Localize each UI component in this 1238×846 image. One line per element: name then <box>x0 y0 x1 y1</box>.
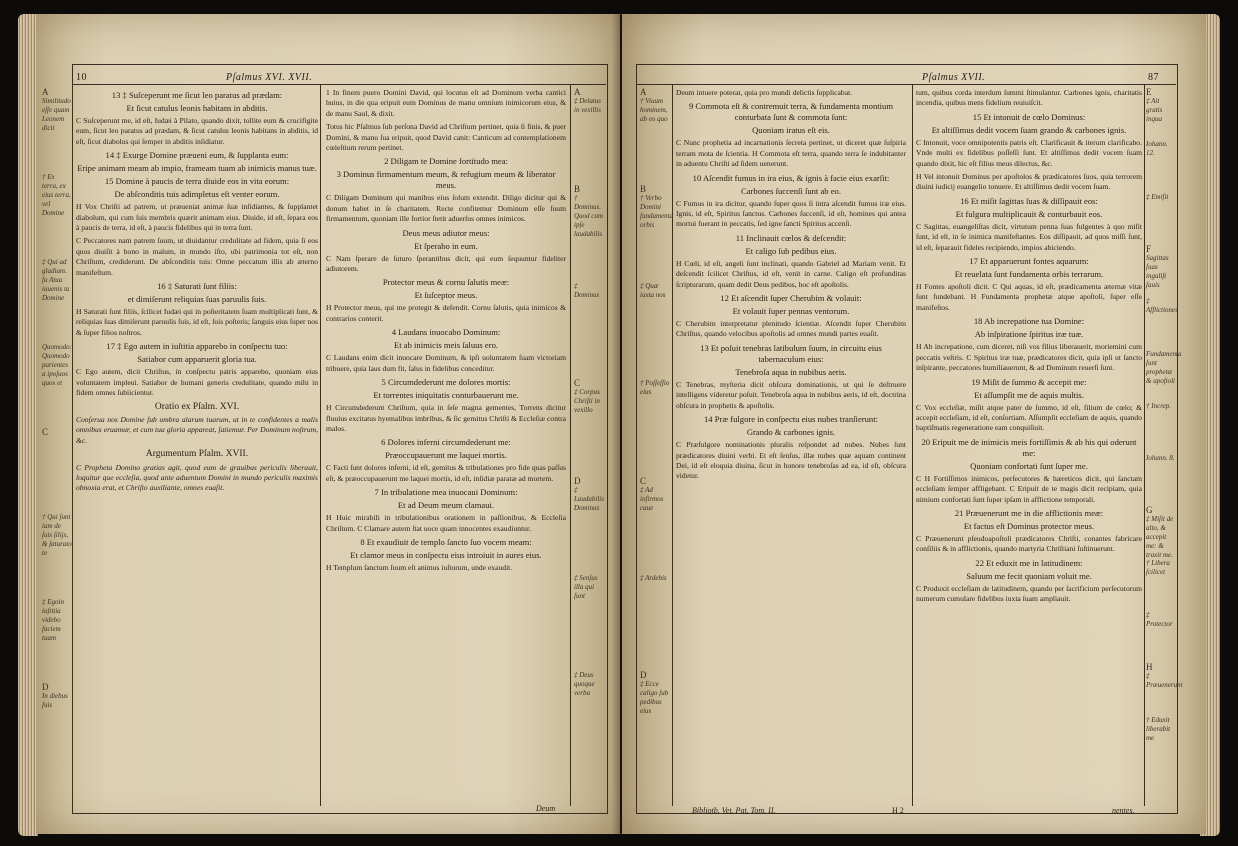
psalm-verse: Et ſuſceptor meus. <box>414 290 478 301</box>
psalm-verse: De abſconditis tuis adimpletus eſt venter eorum. <box>114 189 280 200</box>
left-column-rule <box>320 84 321 806</box>
marginal-note-text: † Libera ſcilicet <box>1146 558 1170 576</box>
commentary-paragraph: H Ab increpatione, cum diceret, niſi vos filius liberauerit, moriemini cum peccatis veſtris. C Spiritus iræ tuæ, prædicatores dicit, quia ipſi ut ſancto inſpirante, peccatores humiliauerunt, & ad Dominum reuerſi ſunt. <box>916 342 1142 373</box>
right-signature-mark: H 2 <box>892 806 904 815</box>
marginal-note <box>42 513 72 558</box>
psalm-verse: 13 Et poſuit tenebras latibulum ſuum, in circuitu eius tabernaculum eius: <box>700 342 882 364</box>
commentary-paragraph: Deum intuere poterat, quia pro mundi delictis ſupplicabat. <box>676 88 853 97</box>
left-column-1 <box>76 88 318 788</box>
psalm-verse: et dimiſerunt reliquias ſuas paruulis ſuis. <box>127 294 267 305</box>
psalm-verse: 15 Et intonuit de cœlo Dominus: <box>972 111 1086 122</box>
commentary-paragraph: H Fontes apoſtoli dicit. C Qui aquas, id eſt, prædicamenta æternæ vitæ ſunt fundebant. H Fundamenta prophetæ atque apoſtoli, ſuper eſſe manifeſtos. <box>916 282 1142 312</box>
psalm-verse: 13 ‡ Suſceperunt me ſicut leo paratus ad prædam: <box>111 90 283 100</box>
right-footer-imprint: Bibliotb. Vet. Pat. Tom. II. <box>692 806 776 815</box>
psalm-verse: 15 Domine à paucis de terra diuide eos in vita eorum: <box>104 176 290 187</box>
commentary-paragraph: Totus hic Pſalmus ſub perſona David ad Chriſtum pertinet, quia ſi finis, & puer Domini, & manu ſua eripuit, quod David canit: Canticum ad contemplationem cœleſtium rerum pertinet. <box>326 122 566 153</box>
psalm-verse: 19 Miſit de ſummo & accepit me: <box>971 376 1087 387</box>
commentary-paragraph: C Tenebras, myſteria dicit obſcura dominationis, ut qui ſe deſtruere intelligens videretur poſuit. Tenebroſa aqua in nubibus aeris, id eſt, doctrina obſcura in prophetis & apoſtolis. <box>676 379 906 410</box>
marginal-note-text: ‡ Ad infirmos caue <box>640 485 664 512</box>
marginal-note-text: ‡ Corpus Chriſti in vexillo <box>574 388 600 415</box>
marginal-note-text: Fundamenta ſunt prophetæ & apoſtoli <box>1146 349 1182 385</box>
commentary-paragraph: H Huic mirabili in tribulationibus orationem in paſſionibus, & Eccleſia Chriſtum. C Clamare autem ſtat uoce quam innocentes exaudiuntur. <box>326 513 566 533</box>
commentary-paragraph: H Vox Chriſti ad patrem, ut præueniat animæ ſuæ inſidiantes, & ſupplantet diabolum, qui cum ſuis membris quærit animam eius. Diuide, id eſt, ſepara eos à paucis de terra, id eſt, à paucis fidelibus qui in terra ſunt. <box>76 202 318 233</box>
psalm-verse: 6 Dolores inferni circumdederunt me: <box>381 437 511 448</box>
commentary-paragraph: C Nam ſperare de ſuturo ſperantibus dicit, qui eum ſequuntur fideliter adiutorem. <box>326 253 566 274</box>
commentary-paragraph: C Suſceperunt me, id eſt, Iudæi à Pilato, quando dixit, tollite eum & crucifigite eum, ſicut leo paratus ad prædam, & ſicut catulus leonis habitans in abditis, id eſt, ſicut diabolus qui ſemper in abditis inſidiatur. <box>76 116 318 146</box>
section-heading: Argumentum Pſalm. XVII. <box>145 449 249 460</box>
commentary-paragraph: tum, quibus corda interdum ſummi ſtimulantur. Carbones ignis, charitatis incendia, quibus mens fidelium reuiuiſcit. <box>916 88 1142 108</box>
right-outer-margin-notes <box>1146 87 1183 788</box>
marginal-note <box>1146 454 1176 463</box>
left-inner-margin-rule <box>570 84 571 806</box>
psalm-verse: 14 Præ fulgore in conſpectu eius nubes tranſierunt: <box>704 414 878 425</box>
commentary-paragraph: C Laudans enim dicit inuocare Dominum, & ipſi uoluntatem ſuam victoriam tribuere, quia laus dum fit, ſalus in fidelibus conceditur. <box>326 353 566 373</box>
marginal-note-text: Iohann. 8. <box>1146 454 1175 463</box>
psalm-verse: Quoniam confortati ſunt ſuper me. <box>970 460 1088 471</box>
marginal-note <box>42 88 72 133</box>
left-header-rule <box>72 84 606 85</box>
marginal-note <box>574 282 604 300</box>
marginal-note-text: ‡ Laudabilis Dominus <box>574 485 604 512</box>
right-inner-margin-notes <box>640 87 674 788</box>
marginal-note-text: † Eduxit liberabit me <box>1146 715 1171 742</box>
psalm-verse: Et ſicut catulus leonis habitans in abditis. <box>126 103 268 113</box>
marginal-note <box>1146 349 1182 386</box>
marginal-note <box>640 88 670 124</box>
commentary-paragraph: C Fumus in ira dicitur, quando ſuper quos ſi intra aſcendit fumus iræ eius. Ignis, id eſt, Spiritus ſanctus. Carbones ſuccenſi, id eſt, homines qui antea mortui fuerant in peccatis, ſed igne ſancti Spiritus accenſi. <box>676 198 906 229</box>
psalm-verse: 4 Laudans inuocabo Dominum: <box>391 327 501 338</box>
marginal-note-text: In diebus ſuis <box>42 692 68 709</box>
psalm-verse: Et factus eſt Dominus protector meus. <box>963 520 1095 531</box>
psalm-verse: 16 Et miſit ſagittas ſuas & diſſipauit eos: <box>960 195 1098 206</box>
psalm-verse: Et ad Deum meum clamaui. <box>397 500 495 511</box>
marginal-note-text: ‡ Delatus in vexillis <box>574 97 602 114</box>
book-page-edge-left <box>18 14 38 836</box>
marginal-note <box>574 477 604 513</box>
marginal-note <box>42 428 72 437</box>
commentary-paragraph: H Cœli, id eſt, angeli ſunt inclinati, quando Gabriel ad Mariam venit. Et deſcendit ſcilicet Chriſtus, id eſt, venit in carne. Caligo eſt profunditas ſcripturarum, quam dedit Deus pedibus, hoc eſt apoſtolis. <box>676 258 906 289</box>
marginal-note-text: ‡ Deus quoque verba <box>574 670 595 697</box>
commentary-paragraph: Conſerua nos Domine ſub umbra alarum tuarum, ut in te confidentes a malis omnibus eruamur, et cum tua gloria appareat, ſatiemur. Per Dominum noſtrum, &c. <box>76 414 318 445</box>
left-running-head: Pſalmus XVI. XVII. <box>226 72 313 83</box>
marginal-note <box>640 282 670 300</box>
psalm-verse: Quoniam iratus eſt eis. <box>752 125 830 136</box>
commentary-paragraph: H Templum ſanctum ſuum eſt animus iuſtorum, unde exaudit. <box>326 562 513 572</box>
section-letter: A <box>574 87 581 97</box>
marginal-note-text: † Qui ſunt iam de ſuis ſilijs, & ſaturato te <box>42 513 72 557</box>
psalm-verse: Saluum me fecit quoniam voluit me. <box>966 570 1092 581</box>
section-letter: C <box>574 378 581 389</box>
left-catchword: Deum <box>536 804 556 813</box>
marginal-note-text: ‡ Protector <box>1146 611 1173 629</box>
commentary-paragraph: C Propheta Domino gratias agit, quod eum de grauibus periculis liberauit, loquitur que eccleſia, quod ante aduentum Domini in mundo periculis maximis obnoxia erat, et Chriſto auxiliante, omnes euaſit. <box>76 462 318 493</box>
psalm-verse: 2 Diligam te Domine fortitudo mea: <box>384 156 508 167</box>
commentary-paragraph: C Diligam Dominum qui manibus eius ſolum extendit. Diligo dicitur qui & donum habet in ſe charitatem. Recte confitemur Dominum eſſe ſuum firmamentum, quoniam ille fortior ſtetit aduerſus omnes inimicos. <box>326 193 566 224</box>
commentary-paragraph: H Saturati ſunt filiis, ſcilicet Iudæi qui in poſteritatem ſuam multiplicati ſunt, & reliquias ſuas dimiſerunt paruulis ſuis, id eſt, ſuis poſteris; ſanguis eius ſuper nos & ſuper filios noſtros. <box>76 307 318 337</box>
marginal-note-text: ‡ Ecce caligo ſub pedibus eius <box>640 679 669 715</box>
marginal-note <box>1146 140 1176 158</box>
commentary-paragraph: C Sagittas, euangeliſtas dicit, virtutum penna ſuas fulgentes à quo miſit ſunt, id eſt, in ſe inimica manifeſtantes. Eos diſſipauit, ad quos miſſi ſunt, id eſt, ſeparauit fideles recipiendo, impios abiciendo. <box>916 221 1142 252</box>
marginal-note-text: ‡ Emiſit <box>1146 192 1169 201</box>
right-page-number: 87 <box>1148 72 1159 83</box>
right-column-rule <box>912 84 913 806</box>
psalm-verse: Et volauit ſuper pennas ventorum. <box>732 306 850 317</box>
commentary-paragraph: C Præfulgore nominationis pluralis reſpondet ad nubes. Nubes ſunt prædicatores diuini verbi. Et eſt ſenſus, illæ nubes quæ aquam continent Dei, id eſt eloquia diuina, ſicut in honore tenebroſas ad ea, id eſt, obſcura videtur. <box>676 440 906 481</box>
psalm-verse: 12 Et aſcendit ſuper Cherubim & volauit: <box>720 293 862 304</box>
marginal-note <box>1146 559 1176 577</box>
commentary-paragraph: C Produxit eccleſiam de latitudinem, quando per ſacrificium perſecutorum numerum cumulare fidelibus iuxta ſuam ampliauit. <box>916 583 1142 604</box>
section-letter: H <box>1146 662 1153 673</box>
psalm-verse: Satiabor cum apparuerit gloria tua. <box>137 354 257 365</box>
psalm-verse: 5 Circumdederunt me dolores mortis: <box>381 377 511 388</box>
section-letter: B <box>640 184 647 195</box>
marginal-note-text: ‡ Qui ad gladium. fa Atua iuuenis ta Domine <box>42 258 70 302</box>
psalm-verse: Eripe animam meam ab impio, frameam tuam ab inimicis manus tuæ. <box>77 163 317 174</box>
marginal-note-text: Sagittas ſuas inguliſt ſauis <box>1146 253 1169 289</box>
psalm-verse: Et ſperabo in eum. <box>414 240 478 251</box>
left-column-2 <box>326 88 566 788</box>
section-heading: Oratio ex Pſalm. XVI. <box>154 401 240 412</box>
marginal-note-text: † Verbo Domini fundamenta orbis <box>640 194 674 230</box>
section-letter: E <box>1146 87 1152 97</box>
psalm-verse: 18 Ab increpatione tua Domine: <box>973 316 1085 327</box>
marginal-note <box>42 598 72 643</box>
commentary-paragraph: H Vel intonuit Dominus per apoſtolos & prædicatores ſuos, quia terrorem diuini iudicij euangelio tonuere. Et altiſſimus dedit vocem ſuam. <box>916 172 1142 192</box>
marginal-note <box>1146 88 1176 124</box>
section-letter: G <box>1146 505 1153 516</box>
marginal-note-text: Iohann. 12. <box>1146 140 1168 158</box>
section-letter: A <box>42 87 49 97</box>
psalm-verse: 17 Et apparuerunt fontes aquarum: <box>969 256 1089 267</box>
marginal-note-text: ‡ Senſus illa qui ſunt <box>574 573 598 600</box>
right-page <box>622 14 1206 834</box>
right-outer-margin-rule <box>1144 84 1145 806</box>
marginal-note <box>42 173 72 218</box>
marginal-note <box>574 574 604 601</box>
marginal-note <box>640 184 674 230</box>
psalm-verse: 17 ‡ Ego autem in iuſtitia apparebo in conſpectu tuo: <box>106 341 288 352</box>
commentary-paragraph: C Ego autem, dicit Chriſtus, in conſpectu patris apparebo, quoniam eius voluntatem impleui. Satiabor de humani generis credulitate, quando mihi in fidem omnes ſubiicientur. <box>76 367 318 398</box>
psalm-verse: 3 Dominus firmamentum meum, & refugium meum & liberator meus. <box>336 169 556 191</box>
psalm-verse: 14 ‡ Exurge Domine præueni eum, & ſupplanta eum: <box>105 150 289 161</box>
psalm-verse: Carbones ſuccenſi ſunt ab eo. <box>741 185 841 196</box>
marginal-note-text: † Increp. <box>1146 401 1172 410</box>
marginal-note <box>640 671 670 716</box>
section-letter: C <box>640 475 647 486</box>
marginal-note-text: † Viuum hominem, ab eo quo <box>640 97 668 123</box>
section-letter: D <box>574 475 581 486</box>
marginal-note <box>42 683 72 710</box>
psalm-verse: Et caligo ſub pedibus eius. <box>745 245 837 256</box>
psalm-verse: Et reuelata ſunt fundamenta orbis terrarum. <box>954 269 1104 280</box>
marginal-note-text: ‡ Egoin iuſtitia videbo faciem tuam <box>42 598 64 642</box>
marginal-note <box>42 258 72 303</box>
psalm-verse: Et clamor meus in conſpectu eius introiuit in aures eius. <box>350 549 542 560</box>
psalm-verse: Et torrentes iniquitatis conturbauerunt me. <box>373 390 519 401</box>
psalm-verse: 10 Aſcendit fumus in ira eius, & ignis à facie eius exarſit: <box>692 172 890 183</box>
marginal-note <box>574 185 604 239</box>
marginal-note <box>574 379 604 415</box>
right-running-head: Pſalmus XVII. <box>922 72 986 83</box>
section-letter: A <box>640 87 647 97</box>
psalm-verse: 7 In tribulatione mea inuocaui Dominum: <box>374 487 518 498</box>
psalm-verse: 11 Inclinauit cœlos & deſcendit: <box>735 232 847 243</box>
section-letter: D <box>42 682 49 692</box>
left-page <box>36 14 620 834</box>
psalm-verse: Et ab inimicis meis ſaluus ero. <box>393 340 499 351</box>
right-column-2 <box>916 88 1142 788</box>
marginal-note-text: † Dominus. Quod cum ipſe laudabilis <box>574 194 603 239</box>
marginal-note-text: ‡ Præuenerunt <box>1146 672 1183 690</box>
marginal-note <box>1146 245 1176 290</box>
psalm-verse: Protector meus & cornu ſalutis meæ: <box>382 277 510 288</box>
psalm-verse: 16 ‡ Saturati ſunt filiis: <box>157 281 237 292</box>
section-letter: C <box>42 427 49 437</box>
marginal-note <box>574 88 604 115</box>
marginal-note <box>1146 506 1176 560</box>
psalm-verse: Deus meus adiutor meus: <box>402 227 490 238</box>
commentary-paragraph: H Circumdederunt Chriſtum, quia in ſeſe magna gementes, Torrens dicitur fluuius excitatus hyemalibus imbribus, & ſic gemitus Chriſti & Eccleſiæ contra malos. <box>326 403 566 433</box>
left-outer-margin-notes <box>42 88 72 788</box>
left-inner-margin-notes <box>574 88 604 788</box>
commentary-paragraph: 1 In finem puero Domini David, qui locutus eſt ad Dominum verba cantici huius, in die qua eripuit eum Dominus de manu omnium inimicorum eius, & de manu Saul, & dixit. <box>326 88 566 118</box>
marginal-note-text: ‡ Ait gratis inqua <box>1146 97 1163 123</box>
commentary-paragraph: C Vox eccleſiæ, miſit atque pater de ſummo, id eſt, filium de cœlo; & accepit eccleſiam, id eſt, conſortiam. Aſſumpſit eccleſiam de aquis, quando baptiſmatis regeneratione eam conquiſiuit. <box>916 402 1142 433</box>
marginal-note <box>42 343 72 388</box>
commentary-paragraph: H Protector meus, qui me protegit & defendit. Cornu ſalutis, quia inimicos & contrarios conterit. <box>326 303 566 323</box>
commentary-paragraph: C Præuenerunt pſeudoapoſtoli prædicatores Chriſti, conantes fabricare conſiliis & in afflictionis, quando martyria Chriſtiani ſuſtinuerunt. <box>916 533 1142 554</box>
commentary-paragraph: C Nunc prophetia ad incarnationis ſecreta pertinet, ut diceret quæ ſuſpiria terram mota de ſcientia. H Commota eſt terra, quando terra ſe indubitanter in aduentu Chriſti ad ſidem uenerunt. <box>676 138 906 169</box>
marginal-note-text: Similitudo eſſe quam Leonem dicit <box>42 97 71 132</box>
marginal-note <box>1146 716 1176 743</box>
marginal-note-text: ‡ Dominus <box>574 282 600 300</box>
commentary-paragraph: C Intonuit, voce omnipotentis patris eſt. Clarificauit & iterum clarificabo. Vnde multi ex fidelibus poſſeſſi ſunt. Et altiſſimus dedit vocem ſuam quando dixit, hic eſt filius meus dilectus, &c. <box>916 137 1142 168</box>
marginal-note-text: † Poſſeſſio eius <box>640 379 670 397</box>
commentary-paragraph: C Cherubim interpretatur plenitudo ſcientiæ. Aſcendit ſuper Cherubim Chriſtus, quando velocibus apoſtolis ad omnes mundi partes euaſit. <box>676 319 906 339</box>
marginal-note <box>640 574 670 583</box>
right-inner-margin-rule <box>672 84 673 806</box>
commentary-paragraph: C Peccatores nam patrem ſuum, ut diuidantur credulitate ad fidem, quia ſi eos quos diuiſit à bono in malum, in mundo iſto, ubi patrimonia tot eſt, non Chriſtum, crediderunt. De abſconditis tuis: Omne peccatum illis ab æterno manifeſtum. <box>76 236 318 277</box>
psalm-verse: Et aſſumpſit me de aquis multis. <box>974 389 1084 400</box>
psalm-verse: Tenebroſa aqua in nubibus aeris. <box>735 366 847 377</box>
psalm-verse: 20 Eripuit me de inimicis meis fortiſſimis & ab his qui oderunt me: <box>921 436 1137 458</box>
marginal-note <box>574 671 604 698</box>
commentary-paragraph: C Facti ſunt dolores inferni, id eſt, gemitus & tribulationes pro fide quas paſſus eſt, & præoccupauerunt me laquei mortis, id eſt, inſidiæ paratæ ad mortem. <box>326 463 566 483</box>
section-letter: B <box>574 184 581 195</box>
marginal-note <box>1146 662 1183 690</box>
psalm-verse: 22 Et eduxit me in latitudinem: <box>975 557 1083 568</box>
psalm-verse: Præoccupauerunt me laquei mortis. <box>385 450 507 461</box>
marginal-note-text: ‡ Miſit de alto, & accepit me: & traxit me. <box>1146 515 1174 560</box>
marginal-note <box>640 379 670 397</box>
psalm-verse: Ab inſpiratione ſpiritus iræ tuæ. <box>974 329 1084 340</box>
psalm-verse: 8 Et exaudiuit de templo ſancto ſuo vocem meam: <box>360 536 532 547</box>
commentary-paragraph: C H Fortiſſimos inimicos, perſecutores & hæreticos dicit, qui ſanctam eccleſiam ſemper affligebant. C Eripuit de te magis dicit recipiam, quia nimium confortati ſunt ſuper ipſam in afflictione temporali. <box>916 473 1142 504</box>
left-page-number: 10 <box>76 72 87 83</box>
marginal-note <box>1146 611 1176 629</box>
section-letter: F <box>1146 243 1152 254</box>
marginal-note-text: ‡ Quæ iuxta nos <box>640 282 666 300</box>
right-header-rule <box>636 84 1176 85</box>
section-letter: D <box>640 669 647 680</box>
psalm-verse: Et altiſſimus dedit vocem ſuam grando & carbones ignis. <box>931 124 1127 135</box>
right-catchword: nentes. <box>1112 806 1135 815</box>
marginal-note <box>640 477 670 513</box>
right-column-1 <box>676 88 906 768</box>
marginal-note-text: Quomodo: Quomodo parientes a ipoſuos quos et <box>42 343 72 387</box>
marginal-note-text: ‡ Afflictiones <box>1146 297 1178 315</box>
marginal-note-text: ‡ Ardebis <box>640 573 667 582</box>
marginal-note <box>1146 402 1176 411</box>
psalm-verse: Et fulgura multiplicauit & conturbauit eos. <box>955 208 1103 219</box>
marginal-note <box>1146 297 1176 315</box>
marginal-note-text: † Ex terra, ex eius terra, vel Domine <box>42 173 71 217</box>
psalm-verse: 9 Commota eſt & contremuit terra, & fundamenta montium conturbata ſunt & commota ſunt: <box>688 101 894 123</box>
marginal-note <box>1146 193 1176 202</box>
psalm-verse: Grando & carbones ignis. <box>746 427 836 438</box>
psalm-verse: 21 Præuenerunt me in die afflictionis meæ: <box>954 507 1104 518</box>
